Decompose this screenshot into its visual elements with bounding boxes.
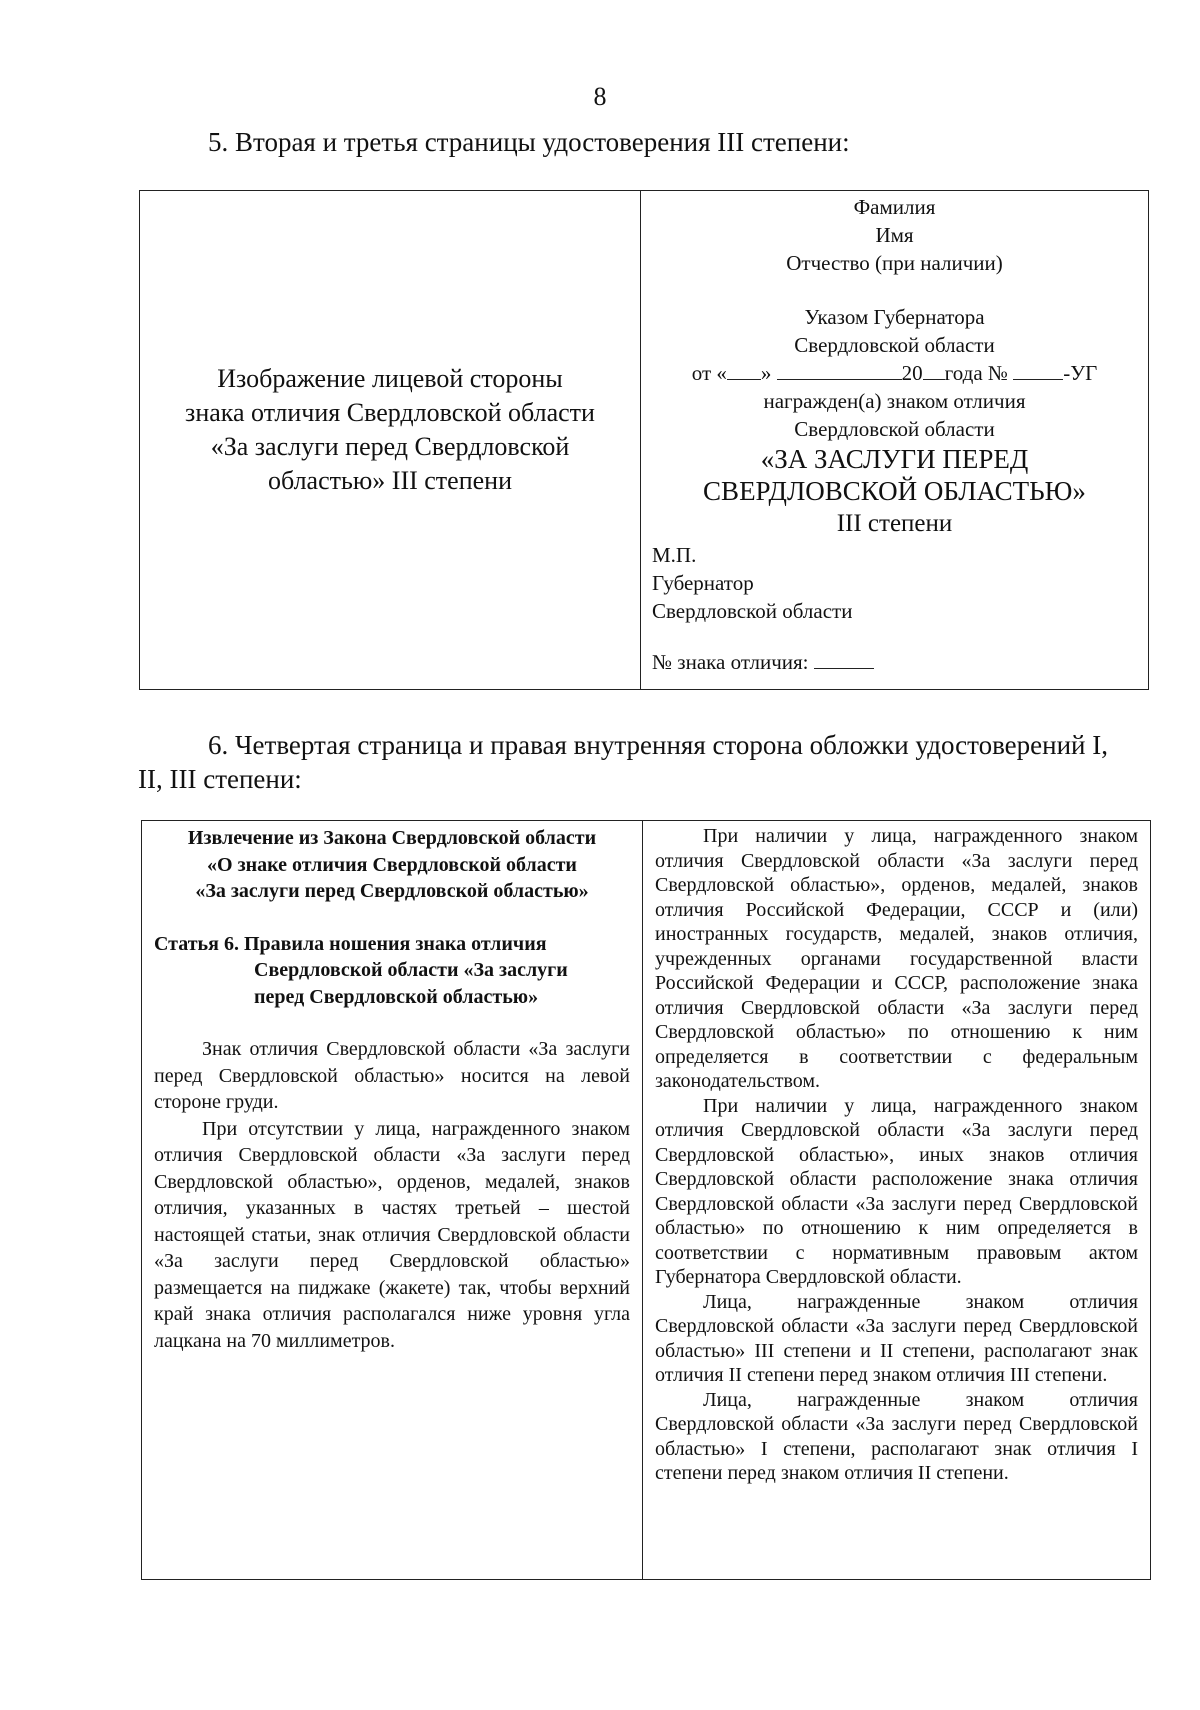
badge-image-placeholder-text (160, 362, 620, 498)
placeholder-line: областью» III степени (268, 466, 512, 495)
date-quote: » (760, 361, 772, 385)
decree-line: Свердловской области (794, 333, 995, 357)
badge-number-blank (814, 648, 874, 669)
day-blank (727, 359, 761, 380)
page-number: 8 (593, 82, 607, 111)
article-paragraph: При наличии у лица, награжденного знаком отличия Свердловской области «За заслуги перед Свердловской областью», орденов, медалей, знаков отличия Российской Федерации, СССР и (или) иностранных государств, медалей, знаков отличия, учрежденных органами государственной власти Российской Федерации и СССР, расположение знака отличия Свердловской области «За заслуги перед Свердловской областью» по отношению к ним определяется в соответствии с федеральным законодательством. (655, 825, 1138, 1092)
article-title (154, 931, 630, 1011)
award-name: СВЕРДЛОВСКОЙ ОБЛАСТЬЮ» (703, 476, 1086, 506)
patronymic-field: Отчество (при наличии) (786, 251, 1003, 275)
law-extract-table (141, 820, 1151, 1580)
date-year-suffix: года № (944, 361, 1008, 385)
extract-title: Извлечение из Закона Свердловской области (187, 827, 597, 849)
article-line: Свердловской области «За заслуги (254, 959, 568, 981)
law-extract-left-cell (142, 821, 643, 1579)
number-blank (1013, 359, 1063, 380)
article-paragraph: При наличии у лица, награжденного знаком отличия Свердловской области «За заслуги перед Свердловской областью», иных знаков отличия Свердловской области расположение знака отличия Свердловской области «За заслуги перед Свердловской областью» по отношению к ним определяется в соответствии с нормативным правовым актом Губернатора Свердловской области. (655, 1094, 1138, 1288)
article-paragraph: При отсутствии у лица, награжденного знаком отличия Свердловской области «За заслуги перед Свердловской областью», орденов, медалей, знаков отличия, указанных в частях третьей – шестой настоящей статьи, знак отличия Свердловской области «За заслуги перед Свердловской областью» размещается на пиджаке (жакете) так, чтобы верхний край знака отличия располагался ниже уровня угла лацкана на 70 миллиметров. (154, 1117, 630, 1352)
badge-image-placeholder-cell (140, 191, 641, 689)
month-blank (777, 359, 902, 380)
surname-field: Фамилия (853, 195, 936, 219)
law-extract-right-cell (643, 821, 1150, 1579)
awarded-line: награжден(а) знаком отличия (763, 389, 1026, 413)
name-field: Имя (875, 223, 914, 247)
date-prefix: от « (691, 361, 727, 385)
article-paragraph: Знак отличия Свердловской области «За заслуги перед Свердловской областью» носится на левой стороне груди. (154, 1038, 630, 1113)
seal-label: М.П. (652, 543, 697, 567)
extract-title: «За заслуги перед Свердловской областью» (195, 880, 589, 902)
award-name: «ЗА ЗАСЛУГИ ПЕРЕД (760, 444, 1029, 474)
placeholder-line: Изображение лицевой стороны (217, 364, 563, 393)
certificate-text-cell (641, 191, 1148, 689)
date-year: 20 (901, 361, 923, 385)
governor-label: Свердловской области (652, 599, 853, 623)
badge-number-line (652, 648, 874, 676)
decree-suffix: -УГ (1063, 361, 1098, 385)
year-blank (923, 359, 945, 380)
badge-number-label: № знака отличия: (652, 650, 809, 674)
section-5-heading: 5. Вторая и третья страницы удостоверения III степени: (208, 127, 850, 157)
article-paragraph: Лица, награжденные знаком отличия Свердловской области «За заслуги перед Свердловской областью» I степени, располагают знак отличия I степени перед знаком отличия II степени. (655, 1388, 1138, 1484)
governor-label: Губернатор (652, 571, 754, 595)
article-line: перед Свердловской областью» (254, 985, 539, 1008)
placeholder-line: «За заслуги перед Свердловской (210, 432, 570, 461)
placeholder-line: знака отличия Свердловской области (185, 398, 595, 427)
decree-line: Указом Губернатора (804, 305, 985, 329)
decree-date-line (641, 359, 1148, 387)
awarded-line: Свердловской области (794, 417, 995, 441)
article-line: Статья 6. Правила ношения знака отличия (154, 932, 547, 955)
article-paragraph: Лица, награжденные знаком отличия Свердловской области «За заслуги перед Свердловской областью» III степени и II степени, располагают знак отличия II степени перед знаком отличия III степени. (655, 1290, 1138, 1386)
section-6-heading: 6. Четвертая страница и правая внутренняя сторона обложки удостоверений I, II, III степени: (138, 730, 1108, 794)
certificate-pages-table (139, 190, 1149, 690)
award-degree: III степени (836, 510, 953, 537)
extract-title: «О знаке отличия Свердловской области (207, 853, 577, 876)
